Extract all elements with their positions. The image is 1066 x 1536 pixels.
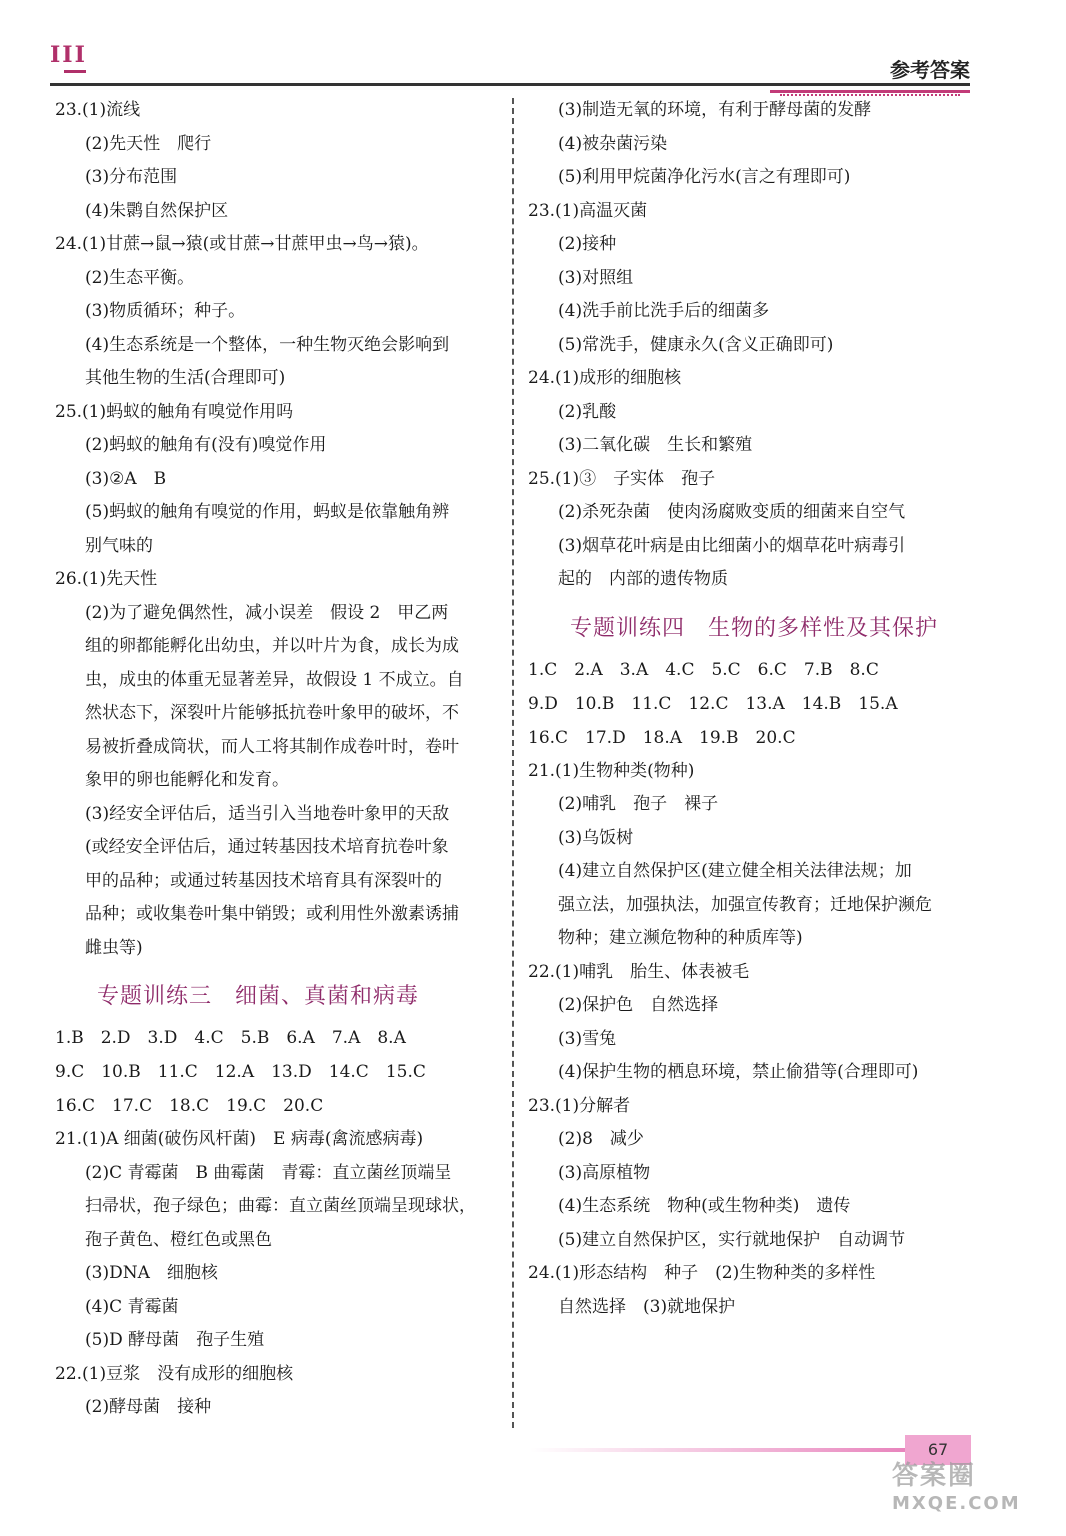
answer-line: (3)物质循环；种子。 bbox=[85, 301, 246, 321]
multiple-choice-row: 1.C 2.A 3.A 4.C 5.C 6.C 7.B 8.C bbox=[528, 659, 879, 680]
answer-line: 易被折叠成筒状，而人工将其制作成卷叶时，卷叶 bbox=[85, 736, 459, 757]
left-column bbox=[55, 94, 495, 1425]
answer-line: (2)蚂蚁的触角有(没有)嗅觉作用 bbox=[85, 435, 327, 455]
answer-line: (3)经安全评估后，适当引入当地卷叶象甲的天敌 bbox=[85, 803, 450, 824]
answer-line: (4)朱鹮自然保护区 bbox=[85, 200, 229, 221]
answer-line: (5)常洗手，健康永久(含义正确即可) bbox=[558, 334, 834, 355]
section-title: 专题训练四 生物的多样性及其保护 bbox=[570, 615, 939, 641]
answer-line: (4)生态系统是一个整体，一种生物灭绝会影响到 bbox=[85, 334, 450, 355]
page-header-title: 参考答案 bbox=[890, 58, 970, 82]
answer-line: 24.(1)甘蔗→鼠→猿(或甘蔗→甘蔗甲虫→鸟→猿)。 bbox=[55, 234, 429, 254]
answer-line: 21.(1)A 细菌(破伤风杆菌) E 病毒(禽流感病毒) bbox=[55, 1129, 424, 1149]
answer-line: (3)烟草花叶病是由比细菌小的烟草花叶病毒引 bbox=[558, 535, 906, 556]
answer-line: 雌虫等) bbox=[85, 937, 143, 958]
logo-text: III bbox=[50, 42, 87, 68]
watermark-line-2: MXQE.COM bbox=[892, 1493, 1021, 1514]
answer-line: (2)为了避免偶然性，减小误差 假设 2 甲乙两 bbox=[85, 602, 449, 623]
answer-line: 23.(1)分解者 bbox=[528, 1095, 631, 1116]
answer-line: (3)分布范围 bbox=[85, 167, 178, 187]
answer-line: 24.(1)成形的细胞核 bbox=[528, 368, 682, 388]
answer-line: (或经安全评估后，通过转基因技术培育抗卷叶象 bbox=[85, 837, 449, 857]
answer-line: (4)洗手前比洗手后的细菌多 bbox=[558, 301, 770, 321]
answer-line: 25.(1)③ 子实体 孢子 bbox=[528, 468, 716, 489]
answer-line: 甲的品种；或通过转基因技术培育具有深裂叶的 bbox=[85, 870, 442, 891]
answer-line: 22.(1)豆浆 没有成形的细胞核 bbox=[55, 1363, 294, 1384]
answer-line: 起的 内部的遗传物质 bbox=[558, 569, 728, 589]
answer-line: (2)杀死杂菌 使肉汤腐败变质的细菌来自空气 bbox=[558, 502, 906, 522]
answer-line: (2)接种 bbox=[558, 234, 617, 254]
answer-line: 物种；建立濒危物种的种质库等) bbox=[558, 928, 803, 948]
answer-line: (2)乳酸 bbox=[558, 401, 617, 422]
answer-line: (3)DNA 细胞核 bbox=[85, 1263, 218, 1283]
multiple-choice-row: 1.B 2.D 3.D 4.C 5.B 6.A 7.A 8.A bbox=[55, 1028, 406, 1048]
answer-line: (3)高原植物 bbox=[558, 1162, 651, 1183]
multiple-choice-row: 9.C 10.B 11.C 12.A 13.D 14.C 15.C bbox=[55, 1062, 426, 1082]
answer-line: (3)②A B bbox=[85, 468, 167, 489]
answer-line: 象甲的卵也能孵化和发育。 bbox=[85, 770, 289, 790]
answer-line: 孢子黄色、橙红色或黑色 bbox=[85, 1229, 272, 1250]
answer-line: (5)D 酵母菌 孢子生殖 bbox=[85, 1330, 265, 1350]
answer-line: 24.(1)形态结构 种子 (2)生物种类的多样性 bbox=[528, 1263, 876, 1283]
answer-line: 自然选择 (3)就地保护 bbox=[558, 1296, 736, 1317]
header-accent-rule bbox=[770, 90, 970, 93]
answer-line: 强立法，加强执法，加强宣传教育；迁地保护濒危 bbox=[558, 894, 932, 915]
page-number: 67 bbox=[905, 1435, 971, 1465]
answer-line: 其他生物的生活(合理即可) bbox=[85, 368, 286, 388]
answer-line: 组的卵都能孵化出幼虫，并以叶片为食，成长为成 bbox=[85, 636, 459, 656]
answer-line: 23.(1)高温灭菌 bbox=[528, 200, 648, 221]
watermark-line-1: 答案圈 bbox=[892, 1461, 977, 1491]
answer-line: (2)保护色 自然选择 bbox=[558, 995, 719, 1015]
answer-line: (2)先天性 爬行 bbox=[85, 133, 212, 154]
answer-line: 25.(1)蚂蚁的触角有嗅觉作用吗 bbox=[55, 401, 294, 422]
answer-line: 23.(1)流线 bbox=[55, 100, 141, 120]
answer-line: (2)C 青霉菌 B 曲霉菌 青霉：直立菌丝顶端呈 bbox=[85, 1162, 452, 1183]
answer-line: 然状态下，深裂叶片能够抵抗卷叶象甲的破坏，不 bbox=[85, 703, 459, 723]
multiple-choice-row: 16.C 17.D 18.A 19.B 20.C bbox=[528, 727, 796, 748]
watermark-logo bbox=[892, 1462, 1052, 1522]
answer-line: 扫帚状，孢子绿色；曲霉：直立菌丝顶端呈现球状， bbox=[85, 1196, 476, 1216]
answer-line: 别气味的 bbox=[85, 535, 153, 556]
answer-line: (3)制造无氧的环境，有利于酵母菌的发酵 bbox=[558, 100, 872, 120]
answer-line: (5)蚂蚁的触角有嗅觉的作用，蚂蚁是依靠触角辨 bbox=[85, 502, 450, 522]
answer-line: (2)生态平衡。 bbox=[85, 267, 195, 288]
answer-line: (5)建立自然保护区，实行就地保护 自动调节 bbox=[558, 1229, 906, 1250]
answer-line: (3)乌饭树 bbox=[558, 827, 634, 848]
answer-line: 22.(1)哺乳 胎生、体表被毛 bbox=[528, 961, 750, 982]
answer-line: (2)酵母菌 接种 bbox=[85, 1397, 212, 1417]
header-rule bbox=[50, 83, 970, 86]
answer-line: (4)被杂菌污染 bbox=[558, 133, 668, 154]
multiple-choice-row: 9.D 10.B 11.C 12.C 13.A 14.B 15.A bbox=[528, 693, 898, 714]
answer-line: (3)雪兔 bbox=[558, 1028, 617, 1049]
answer-line: 虫，成虫的体重无显著差异，故假设 1 不成立。自 bbox=[85, 669, 464, 690]
right-column bbox=[528, 94, 973, 1324]
answer-line: (2)8 减少 bbox=[558, 1129, 644, 1149]
section-title: 专题训练三 细菌、真菌和病毒 bbox=[97, 984, 420, 1009]
multiple-choice-row: 16.C 17.C 18.C 19.C 20.C bbox=[55, 1096, 324, 1116]
footer-bar bbox=[530, 1448, 970, 1452]
answer-line: (4)保护生物的栖息环境，禁止偷猎等(合理即可) bbox=[558, 1062, 919, 1082]
answer-line: (3)二氧化碳 生长和繁殖 bbox=[558, 435, 753, 455]
header-logo bbox=[50, 42, 110, 78]
answer-line: 21.(1)生物种类(物种) bbox=[528, 760, 695, 781]
answer-line: (4)生态系统 物种(或生物种类) 遗传 bbox=[558, 1196, 851, 1216]
answer-line: (5)利用甲烷菌净化污水(言之有理即可) bbox=[558, 167, 851, 187]
answer-line: (4)建立自然保护区(建立健全相关法律法规；加 bbox=[558, 861, 912, 881]
answer-line: (2)哺乳 孢子 裸子 bbox=[558, 794, 719, 814]
answer-line: (4)C 青霉菌 bbox=[85, 1296, 179, 1317]
answer-line: (3)对照组 bbox=[558, 267, 634, 288]
answer-line: 26.(1)先天性 bbox=[55, 569, 158, 589]
column-divider bbox=[512, 98, 514, 1428]
answer-line: 品种；或收集卷叶集中销毁；或利用性外激素诱捕 bbox=[85, 904, 459, 924]
